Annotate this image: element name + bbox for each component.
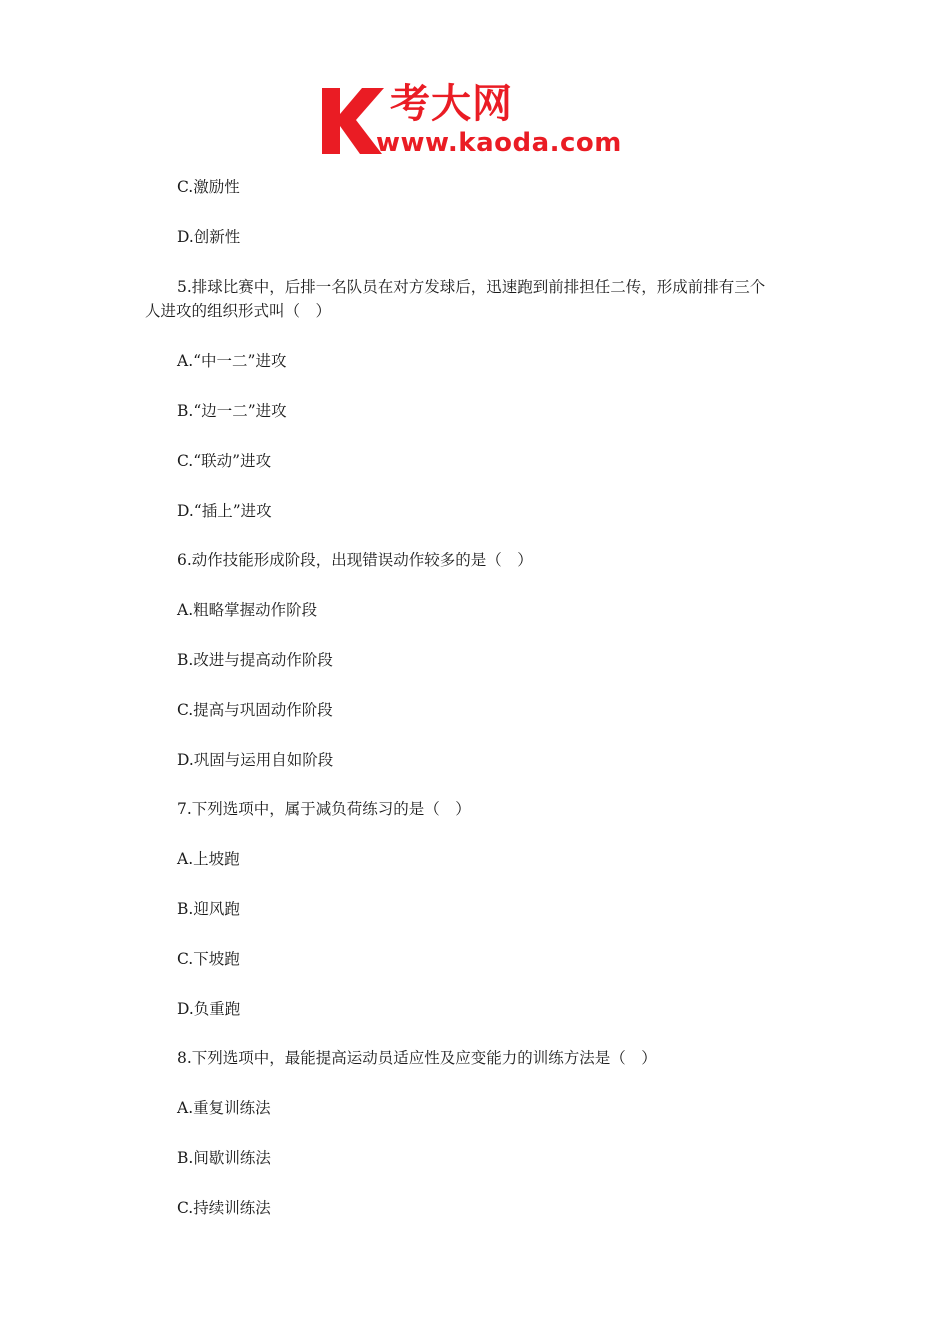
logo-url-text: www.kaoda.com	[376, 128, 622, 158]
option-b-q8: B.间歇训练法	[177, 1149, 271, 1167]
option-b-q5: B.“边一二”进攻	[177, 402, 287, 420]
kaoda-logo	[318, 82, 638, 158]
option-a-q8: A.重复训练法	[177, 1099, 271, 1117]
option-d-q6: D.巩固与运用自如阶段	[177, 751, 334, 769]
question-8: 8.下列选项中，最能提高运动员适应性及应变能力的训练方法是（ ）	[177, 1049, 657, 1067]
option-c-q6: C.提高与巩固动作阶段	[177, 701, 333, 719]
question-7: 7.下列选项中，属于减负荷练习的是（ ）	[177, 800, 471, 818]
option-d-q5: D.“插上”进攻	[177, 502, 272, 520]
option-d-q7: D.负重跑	[177, 1000, 241, 1018]
option-c-q4: C.激励性	[177, 178, 240, 196]
logo-brand-text: 考大网	[390, 81, 513, 127]
option-a-q7: A.上坡跑	[177, 850, 240, 868]
option-c-q8: C.持续训练法	[177, 1199, 271, 1217]
option-b-q7: B.迎风跑	[177, 900, 240, 918]
question-5-line-2: 人进攻的组织形式叫（ ）	[145, 302, 332, 320]
option-b-q6: B.改进与提高动作阶段	[177, 651, 333, 669]
option-c-q5: C.“联动”进攻	[177, 452, 272, 470]
question-5-line-1: 5.排球比赛中，后排一名队员在对方发球后，迅速跑到前排担任二传，形成前排有三个	[177, 278, 766, 296]
option-d-q4: D.创新性	[177, 228, 241, 246]
option-a-q6: A.粗略掌握动作阶段	[177, 601, 318, 619]
option-c-q7: C.下坡跑	[177, 950, 240, 968]
question-6: 6.动作技能形成阶段，出现错误动作较多的是（ ）	[177, 551, 533, 569]
option-a-q5: A.“中一二”进攻	[177, 352, 287, 370]
